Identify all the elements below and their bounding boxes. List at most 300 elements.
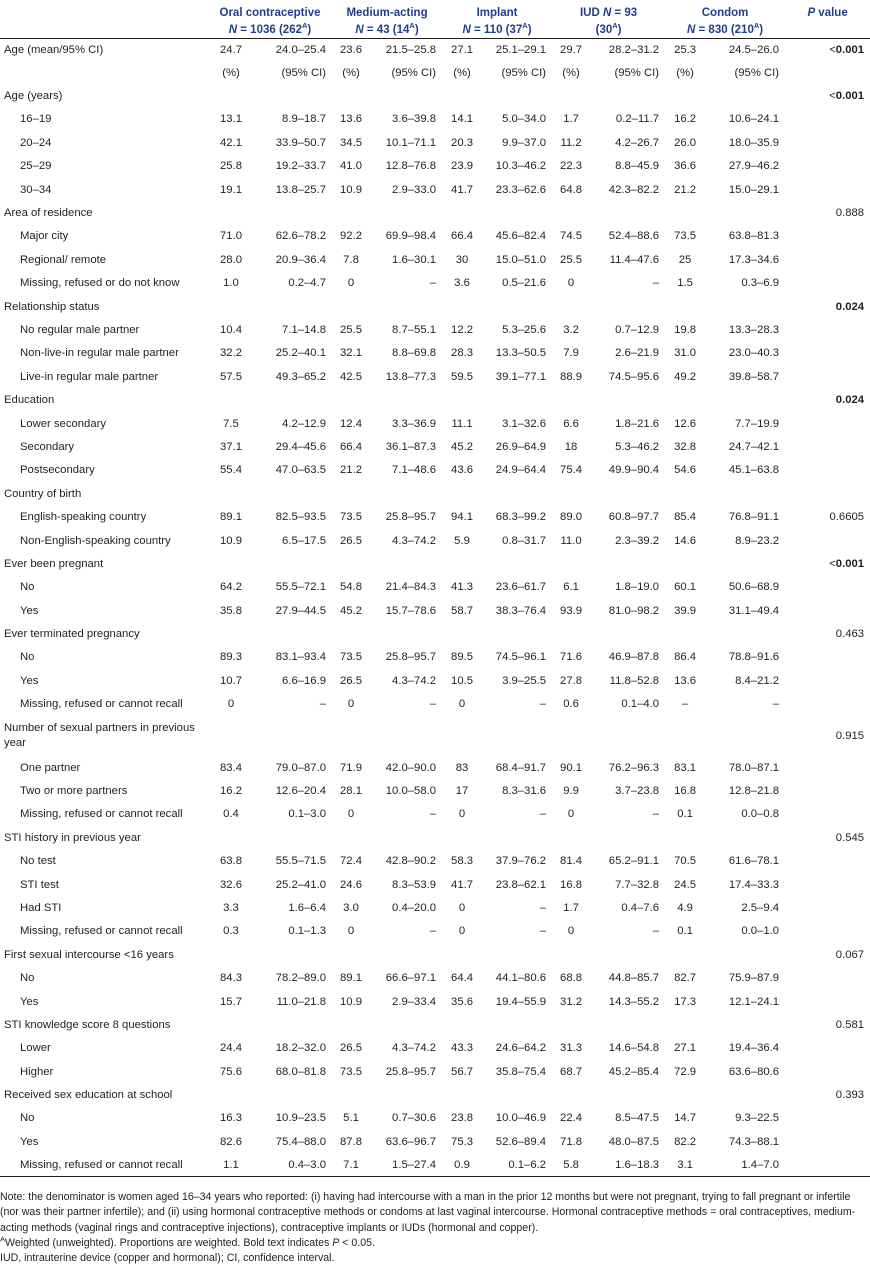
cell-percent: 19.8: [674, 323, 697, 336]
row-label: Major city: [20, 230, 69, 243]
table-footnotes: [0, 1190, 866, 1266]
row-label: Country of birth: [4, 487, 82, 500]
cell-percent: 75.6: [220, 1065, 242, 1078]
cell-ci: [705, 943, 785, 966]
cell-ci: [705, 1013, 785, 1036]
cell-ci: 76.2–96.3: [608, 761, 660, 774]
cell-ci: 18.0–35.9: [728, 136, 780, 149]
cell-ci: 19.4–36.4: [728, 1042, 780, 1055]
cell-ci: 4.3–74.2: [392, 534, 437, 547]
row-label: Ever terminated pregnancy: [4, 628, 140, 641]
cell-p-value: [785, 646, 870, 669]
cell-p-value: [785, 1107, 870, 1130]
cell-ci: 78.8–91.6: [728, 651, 780, 664]
p-value-text: 0.024: [835, 300, 865, 313]
header-col-oral: Oral contraceptive: [219, 6, 321, 19]
cell-percent: 41.3: [451, 581, 474, 594]
cell-ci: 8.3–31.6: [502, 785, 547, 798]
cell-ci: 0.1–4.0: [621, 698, 660, 711]
cell-ci: [370, 388, 442, 411]
cell-percent: 0: [227, 698, 235, 711]
cell-ci: 10.6–24.1: [728, 113, 780, 126]
cell-ci: 76.8–91.1: [728, 511, 780, 524]
row-label: No: [20, 1112, 35, 1125]
p-less-than: <: [829, 44, 836, 57]
cell-percent: [208, 295, 254, 318]
cell-ci: 8.3–53.9: [392, 878, 437, 891]
cell-p-value: [785, 155, 870, 178]
cell-percent: [552, 295, 590, 318]
cell-percent: [442, 84, 482, 107]
table-row: [0, 826, 870, 849]
cell-percent: 5.1: [343, 1112, 359, 1125]
table-row: [0, 365, 870, 388]
cell-ci: 15.7–78.6: [385, 604, 437, 617]
table-row: [0, 201, 870, 224]
row-label: Received sex education at school: [4, 1089, 173, 1102]
cell-p-value: [785, 365, 870, 388]
cell-ci: 0.1–6.2: [482, 1154, 552, 1177]
cell-ci: 65.2–91.1: [608, 855, 660, 868]
cell-ci: [370, 552, 442, 575]
cell-ci: 0.4–20.0: [392, 901, 437, 914]
cell-percent: 7.9: [563, 347, 579, 360]
cell-percent: 28.1: [340, 785, 363, 798]
row-label: STI history in previous year: [4, 831, 141, 844]
table-row: [0, 1154, 870, 1177]
cell-ci: 26.9–64.9: [495, 440, 547, 453]
cell-ci: 21.4–84.3: [385, 581, 437, 594]
cell-percent: [442, 1013, 482, 1036]
cell-percent: 3.6: [454, 277, 470, 290]
cell-ci: [254, 622, 332, 645]
table-row: [0, 295, 870, 318]
cell-ci: [705, 84, 785, 107]
cell-percent: 1.5: [677, 277, 693, 290]
p-value-text: 0.545: [835, 831, 865, 844]
cell-percent: [665, 552, 705, 575]
row-label: Postsecondary: [20, 464, 95, 477]
cell-percent: [332, 552, 370, 575]
cell-ci: 27.9–46.2: [728, 160, 780, 173]
table-row: [0, 990, 870, 1013]
cell-percent: [665, 84, 705, 107]
cell-ci: 4.2–12.9: [282, 417, 327, 430]
cell-ci: 0.0–1.0: [741, 925, 780, 938]
table-row: [0, 155, 870, 178]
cell-ci: 45.1–63.8: [728, 464, 780, 477]
cell-percent: [332, 1013, 370, 1036]
row-label: Age (mean/95% CI): [4, 44, 104, 57]
table-row: [0, 599, 870, 622]
row-label: Lower: [20, 1042, 51, 1055]
table-row: [0, 1107, 870, 1130]
cell-percent: 10.4: [220, 323, 242, 336]
cell-p-value: [785, 342, 870, 365]
header-blank: [0, 0, 208, 21]
cell-ci: [482, 716, 552, 756]
cell-p-value: [785, 943, 870, 966]
cell-ci: 20.9–36.4: [275, 253, 327, 266]
cell-ci: 74.5–96.1: [495, 651, 547, 664]
cell-percent: 35.8: [220, 604, 242, 617]
table-row: [0, 779, 870, 802]
cell-percent: 0: [567, 925, 575, 938]
cell-percent: [332, 201, 370, 224]
cell-percent: 75.3: [451, 1135, 474, 1148]
cell-ci: 10.9–23.5: [275, 1112, 327, 1125]
cell-p-value: [785, 529, 870, 552]
row-label: Two or more partners: [20, 785, 128, 798]
table-row: [0, 1013, 870, 1036]
row-label: 20–24: [20, 136, 52, 149]
cell-ci: 4.2–26.7: [615, 136, 660, 149]
cell-ci: [254, 201, 332, 224]
cell-p-value: [785, 756, 870, 779]
cell-ci: [705, 482, 785, 505]
cell-p-value: [785, 920, 870, 943]
cell-ci: 63.6–96.7: [385, 1135, 437, 1148]
cell-percent: 59.5: [451, 370, 474, 383]
cell-percent: 24.7: [220, 44, 242, 57]
cell-ci: 60.8–97.7: [608, 511, 660, 524]
cell-percent: [552, 388, 590, 411]
table-row: [0, 1037, 870, 1060]
cell-ci: 10.3–46.2: [495, 160, 547, 173]
header-n-iud: $(30^A)$: [552, 21, 665, 39]
cell-p-value: [785, 388, 870, 411]
header-p-value: P value: [807, 6, 848, 19]
cell-p-value: [785, 576, 870, 599]
cell-ci: 8.7–55.1: [392, 323, 437, 336]
cell-ci: (95% CI): [614, 67, 660, 80]
row-label: Yes: [20, 995, 39, 1008]
cell-percent: 32.6: [220, 878, 242, 891]
cell-ci: [590, 84, 665, 107]
cell-percent: 49.2: [674, 370, 697, 383]
cell-percent: 11.2: [560, 136, 582, 149]
cell-percent: 32.2: [220, 347, 242, 360]
cell-ci: 66.6–97.1: [385, 972, 437, 985]
cell-ci: 39.8–58.7: [728, 370, 780, 383]
cell-percent: 18: [564, 440, 578, 453]
cell-percent: 10.7: [220, 674, 242, 687]
cell-p-value: [785, 803, 870, 826]
cell-ci: [705, 622, 785, 645]
cell-p-value: [785, 248, 870, 271]
cell-ci: 25.8–95.7: [385, 651, 437, 664]
cell-percent: 89.3: [220, 651, 242, 664]
cell-percent: 14.7: [674, 1112, 697, 1125]
cell-percent: 24.4: [220, 1042, 242, 1055]
cell-percent: 84.3: [220, 972, 242, 985]
cell-percent: [665, 943, 705, 966]
cell-ci: 1.5–27.4: [370, 1154, 442, 1177]
cell-ci: [254, 826, 332, 849]
cell-percent: 64.2: [220, 581, 242, 594]
cell-percent: 0: [567, 277, 575, 290]
cell-ci: 5.0–34.0: [502, 113, 547, 126]
cell-p-value: [785, 272, 870, 295]
cell-ci: 61.6–78.1: [728, 855, 780, 868]
row-label: Regional/ remote: [20, 253, 107, 266]
cell-ci: [370, 826, 442, 849]
cell-percent: 73.5: [340, 651, 363, 664]
cell-percent: 7.1: [332, 1154, 370, 1177]
cell-percent: [332, 1083, 370, 1106]
cell-percent: [332, 826, 370, 849]
cell-percent: 0.6: [563, 698, 579, 711]
cell-ci: 69.9–98.4: [385, 230, 437, 243]
cell-ci: [705, 826, 785, 849]
cell-ci: 75.9–87.9: [728, 972, 780, 985]
cell-percent: 24.6: [340, 878, 363, 891]
cell-p-value: [785, 435, 870, 458]
cell-ci: –: [429, 698, 437, 711]
cell-percent: 10.9: [340, 183, 363, 196]
cell-ci: 17.4–33.3: [728, 878, 780, 891]
cell-percent: 89.1: [220, 511, 242, 524]
cell-percent: 31.0: [674, 347, 697, 360]
cell-ci: 49.3–65.2: [275, 370, 327, 383]
cell-percent: (%): [562, 67, 580, 80]
cell-percent: 37.1: [220, 440, 242, 453]
table-row: [0, 62, 870, 85]
cell-ci: 62.6–78.2: [275, 230, 327, 243]
row-label: First sexual intercourse <16 years: [4, 948, 174, 961]
cell-p-value: [785, 295, 870, 318]
cell-percent: 54.6: [674, 464, 697, 477]
cell-percent: 23.6: [340, 44, 363, 57]
table-row: [0, 529, 870, 552]
cell-ci: [482, 943, 552, 966]
cell-percent: 64.8: [560, 183, 583, 196]
cell-ci: [482, 826, 552, 849]
cell-ci: 9.3–22.5: [735, 1112, 780, 1125]
cell-p-value: [785, 552, 870, 575]
cell-ci: 23.3–62.6: [495, 183, 547, 196]
row-label: No: [20, 651, 35, 664]
cell-ci: –: [539, 901, 547, 914]
cell-ci: 8.4–21.2: [735, 674, 780, 687]
cell-percent: 6.6: [563, 417, 579, 430]
cell-ci: [590, 1083, 665, 1106]
cell-ci: 0.7–30.6: [392, 1112, 437, 1125]
cell-percent: [552, 826, 590, 849]
cell-percent: 29.7: [560, 44, 583, 57]
table-row: [0, 576, 870, 599]
table-row: [0, 1083, 870, 1106]
cell-ci: 3.6–39.8: [392, 113, 437, 126]
cell-percent: 11.0: [560, 534, 582, 547]
cell-ci: 1.4–7.0: [705, 1154, 785, 1177]
cell-percent: 71.0: [220, 230, 242, 243]
p-value-text: 0.024: [835, 394, 865, 407]
cell-ci: 79.0–87.0: [275, 761, 327, 774]
p-less-than: <: [829, 557, 836, 570]
table-row: [0, 1060, 870, 1083]
table-row: [0, 1130, 870, 1153]
cell-ci: 52.6–89.4: [495, 1135, 547, 1148]
cell-ci: 12.8–21.8: [728, 785, 780, 798]
cell-percent: 75.4: [560, 464, 583, 477]
cell-ci: –: [652, 925, 660, 938]
cell-ci: [370, 482, 442, 505]
cell-ci: 24.0–25.4: [275, 44, 327, 57]
cell-percent: 12.4: [340, 417, 363, 430]
cell-ci: 1.6–18.3: [590, 1154, 665, 1177]
cell-percent: 82.6: [220, 1135, 242, 1148]
row-label: Live-in regular male partner: [20, 370, 159, 383]
row-label: Secondary: [20, 440, 75, 453]
cell-ci: 23.8–62.1: [495, 878, 547, 891]
header-col-condom: Condom: [701, 6, 749, 19]
cell-ci: 4.3–74.2: [392, 674, 437, 687]
cell-percent: 54.8: [340, 581, 363, 594]
table-row: [0, 966, 870, 989]
cell-ci: 2.5–9.4: [741, 901, 780, 914]
cell-ci: 42.8–90.2: [385, 855, 437, 868]
cell-ci: 68.0–81.8: [275, 1065, 327, 1078]
cell-ci: 19.4–55.9: [495, 995, 547, 1008]
cell-ci: 11.8–52.8: [609, 674, 660, 687]
cell-p-value: [785, 482, 870, 505]
header-n-medium: N = 43 $(14^A)$: [332, 21, 442, 39]
cell-ci: 25.2–41.0: [275, 878, 327, 891]
row-label: STI knowledge score 8 questions: [4, 1018, 171, 1031]
cell-ci: 13.3–50.5: [495, 347, 547, 360]
cell-percent: 83.4: [220, 761, 242, 774]
cell-ci: 9.9–37.0: [502, 136, 547, 149]
cell-percent: 72.4: [340, 855, 363, 868]
cell-percent: 41.0: [340, 160, 363, 173]
cell-percent: [552, 1013, 590, 1036]
cell-ci: 38.3–76.4: [495, 604, 547, 617]
cell-ci: 78.0–87.1: [728, 761, 780, 774]
table-row: [0, 552, 870, 575]
table-row: [0, 435, 870, 458]
row-label: Yes: [20, 674, 39, 687]
cell-percent: 92.2: [340, 230, 363, 243]
cell-percent: 83.1: [674, 761, 697, 774]
cell-percent: [442, 482, 482, 505]
row-label: No: [20, 972, 35, 985]
cell-percent: [208, 826, 254, 849]
footnote-abbreviations: IUD, intrauterine device (copper and hormonal); CI, confidence interval.: [0, 1252, 335, 1265]
header-n-implant: N = 110 $(37^A)$: [442, 21, 552, 39]
cell-ci: [370, 295, 442, 318]
cell-percent: 55.4: [220, 464, 242, 477]
cell-p-value: [785, 716, 870, 756]
cell-ci: [590, 943, 665, 966]
cell-ci: (95% CI): [501, 67, 547, 80]
cell-ci: 3.3–36.9: [392, 417, 437, 430]
cell-percent: [552, 622, 590, 645]
cell-percent: 14.6: [674, 534, 697, 547]
cell-p-value: [785, 39, 870, 62]
cell-ci: [370, 1013, 442, 1036]
cell-ci: [705, 1083, 785, 1106]
cell-percent: 25.5: [560, 253, 583, 266]
row-label: One partner: [20, 761, 81, 774]
cell-ci: 1.6–30.1: [392, 253, 437, 266]
p-value-text: 0.888: [835, 207, 865, 220]
cell-ci: 48.0–87.5: [608, 1135, 660, 1148]
cell-ci: 3.7–23.8: [615, 785, 660, 798]
header-n-condom: N = 830 $(210^A)$: [665, 21, 785, 39]
cell-percent: [208, 482, 254, 505]
cell-ci: 23.0–40.3: [728, 347, 780, 360]
cell-ci: 75.4–88.0: [275, 1135, 327, 1148]
cell-ci: [254, 1083, 332, 1106]
cell-percent: [552, 1083, 590, 1106]
cell-percent: 17: [455, 785, 469, 798]
cell-ci: [254, 295, 332, 318]
cell-percent: 5.9: [454, 534, 470, 547]
cell-percent: 57.5: [220, 370, 242, 383]
cell-ci: –: [429, 277, 437, 290]
cell-percent: 0: [347, 277, 355, 290]
cell-p-value: [785, 896, 870, 919]
row-label: Number of sexual partners in previous year: [4, 721, 195, 749]
cell-percent: 31.2: [560, 995, 583, 1008]
cell-percent: 93.9: [560, 604, 583, 617]
cell-percent: 10.5: [451, 674, 474, 687]
cell-percent: [442, 388, 482, 411]
cell-percent: 89.5: [451, 651, 474, 664]
cell-percent: 88.9: [560, 370, 583, 383]
cell-ci: 39.1–77.1: [495, 370, 547, 383]
cell-percent: 58.7: [451, 604, 474, 617]
cell-ci: [370, 716, 442, 756]
table-row: [0, 108, 870, 131]
cell-ci: 0.4–7.6: [621, 901, 660, 914]
cell-ci: 31.1–49.4: [728, 604, 780, 617]
cell-ci: [370, 622, 442, 645]
cell-ci: 7.7–19.9: [735, 417, 780, 430]
cell-percent: (%): [676, 67, 694, 80]
cell-percent: 16.2: [674, 113, 697, 126]
cell-percent: 26.0: [674, 136, 697, 149]
cell-percent: 32.1: [340, 347, 363, 360]
header-col-iud: IUD N = 93: [579, 6, 638, 19]
table-row: [0, 178, 870, 201]
cell-ci: 0.3–6.9: [741, 277, 780, 290]
cell-ci: [590, 295, 665, 318]
cell-p-value: [785, 850, 870, 873]
cell-ci: [705, 295, 785, 318]
cell-percent: 13.6: [340, 113, 363, 126]
cell-percent: [665, 826, 705, 849]
cell-percent: [332, 388, 370, 411]
row-label: Missing, refused or cannot recall: [20, 925, 183, 938]
cell-percent: 72.9: [674, 1065, 697, 1078]
cell-percent: 10.9: [220, 534, 242, 547]
cell-ci: 37.9–76.2: [495, 855, 547, 868]
cell-ci: 52.4–88.6: [608, 230, 660, 243]
cell-percent: 73.5: [340, 511, 363, 524]
cell-percent: 0: [347, 698, 355, 711]
cell-ci: 7.1–48.6: [392, 464, 437, 477]
cell-ci: 15.0–29.1: [728, 183, 780, 196]
cell-p-value: [785, 966, 870, 989]
cell-percent: 22.3: [560, 160, 583, 173]
table-row: [0, 693, 870, 716]
cell-ci: –: [539, 925, 547, 938]
cell-percent: [442, 1083, 482, 1106]
cell-p-value: [785, 669, 870, 692]
table-row: [0, 131, 870, 154]
